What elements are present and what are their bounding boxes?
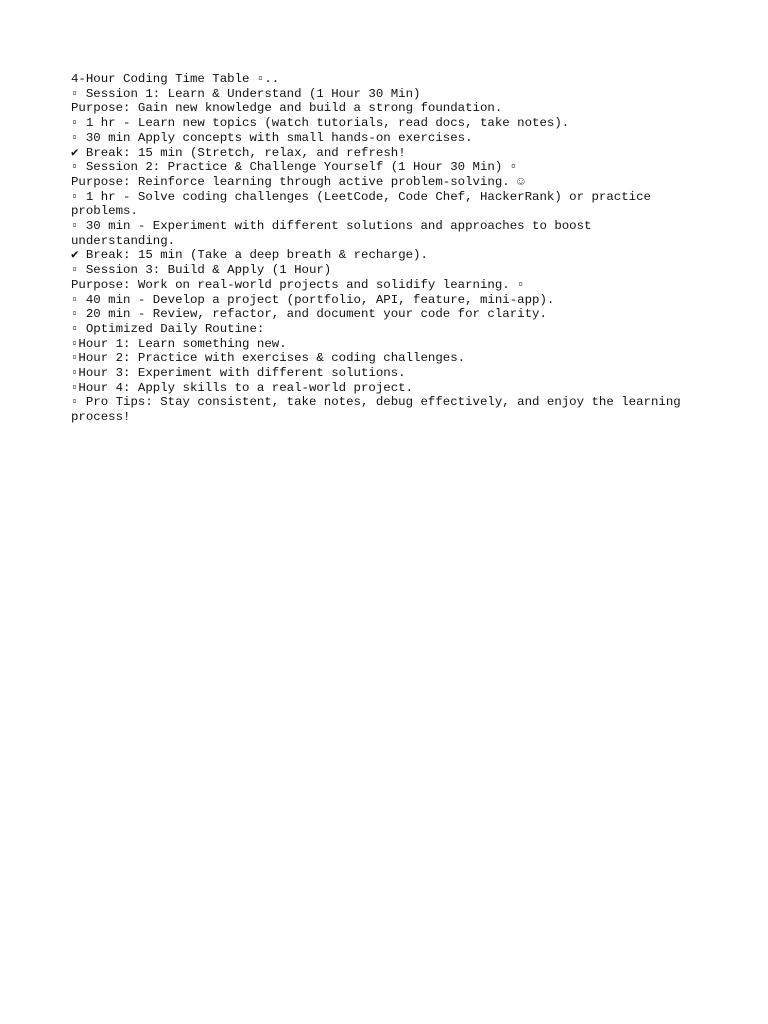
session-2-item-2: ▫ 30 min - Experiment with different solutions and approaches to boost understanding. <box>71 219 599 248</box>
routine-hour-3: ▫Hour 3: Experiment with different solutions. <box>71 366 406 381</box>
session-2-purpose: Purpose: Reinforce learning through active problem-solving. ☺ <box>71 174 525 189</box>
break-2: ✔ Break: 15 min (Take a deep breath & recharge). <box>71 248 428 263</box>
session-2-item-1: ▫ 1 hr - Solve coding challenges (LeetCode, Code Chef, HackerRank) or practice problems. <box>71 189 659 219</box>
session-3-item-1: ▫ 40 min - Develop a project (portfolio, API, feature, mini-app). <box>71 292 555 307</box>
document-title: 4-Hour Coding Time Table ▫.. <box>71 72 280 86</box>
session-1-item-2: ▫ 30 min Apply concepts with small hands-on exercises. <box>71 130 473 145</box>
pro-tips: ▫ Pro Tips: Stay consistent, take notes, debug effectively, and enjoy the learning process! <box>71 395 689 425</box>
session-3-item-2: ▫ 20 min - Review, refactor, and document your code for clarity. <box>71 307 547 322</box>
routine-hour-4: ▫Hour 4: Apply skills to a real-world project. <box>71 380 414 395</box>
document-body <box>71 72 701 425</box>
routine-hour-2: ▫Hour 2: Practice with exercises & coding challenges. <box>71 351 466 366</box>
session-1-item-1: ▫ 1 hr - Learn new topics (watch tutorials, read docs, take notes). <box>71 116 570 131</box>
routine-hour-1: ▫Hour 1: Learn something new. <box>71 336 287 351</box>
session-3-purpose: Purpose: Work on real-world projects and solidify learning. ▫ <box>71 277 525 292</box>
session-1-purpose: Purpose: Gain new knowledge and build a strong foundation. <box>71 101 503 116</box>
session-1-heading: ▫ Session 1: Learn & Understand (1 Hour 30 Min) <box>71 86 421 101</box>
routine-heading: ▫ Optimized Daily Routine: <box>71 321 265 336</box>
break-1: ✔ Break: 15 min (Stretch, relax, and refresh! <box>71 145 406 160</box>
session-2-heading: ▫ Session 2: Practice & Challenge Yourself (1 Hour 30 Min) ▫ <box>71 160 518 175</box>
session-3-heading: ▫ Session 3: Build & Apply (1 Hour) <box>71 263 332 278</box>
